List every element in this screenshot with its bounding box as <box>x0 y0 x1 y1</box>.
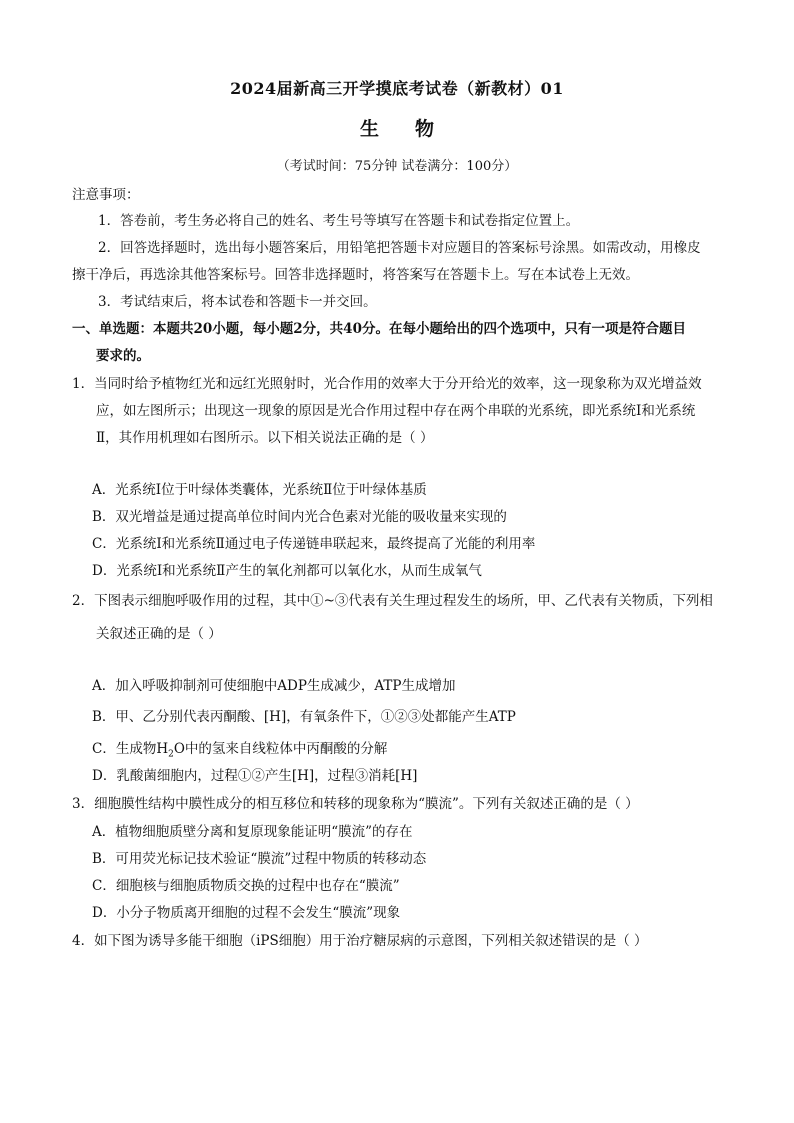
question-stem: 关叙述正确的是（ ） <box>96 626 222 642</box>
section-desc-cont: 要求的。 <box>96 348 150 364</box>
question-stem: 1．当同时给予植物红光和远红光照射时，光合作用的效率大于分开给光的效率，这一现象称为双光增益效 <box>72 376 702 392</box>
subscript: 2 <box>168 749 174 760</box>
option-b: B．双光增益是通过提高单位时间内光合色素对光能的吸收量来实现的 <box>92 509 507 525</box>
question-stem: 4．如下图为诱导多能干细胞（iPS细胞）用于治疗糖尿病的示意图，下列相关叙述错误的是（ ） <box>72 933 648 949</box>
section-desc: 本题共20小题，每小题2分，共40分。在每小题给出的四个选项中，只有一项是符合题目 <box>153 321 686 337</box>
subject-title: 生物 <box>359 118 470 140</box>
question-stem: 应，如左图所示；出现这一现象的原因是光合作用过程中存在两个串联的光系统，即光系统Ⅰ和光系统 <box>96 403 696 419</box>
option-d: D．光系统Ⅰ和光系统Ⅱ产生的氧化剂都可以氧化水，从而生成氧气 <box>92 563 482 579</box>
option-c: C．光系统Ⅰ和光系统Ⅱ通过电子传递链串联起来，最终提高了光能的利用率 <box>92 536 536 552</box>
section-label: 一、单选题： <box>72 321 153 337</box>
option-a: A．植物细胞质壁分离和复原现象能证明“膜流”的存在 <box>92 824 413 840</box>
option-c: C．细胞核与细胞质物质交换的过程中也存在“膜流” <box>92 878 400 894</box>
option-b: B．可用荧光标记技术验证“膜流”过程中物质的转移动态 <box>92 851 427 867</box>
option-b: B．甲、乙分别代表丙酮酸、[H]，有氧条件下，①②③处都能产生ATP <box>92 709 516 725</box>
notice-item: 3．考试结束后，将本试卷和答题卡一并交回。 <box>98 294 377 310</box>
question-stem: 2．下图表示细胞呼吸作用的过程，其中①~③代表有关生理过程发生的场所，甲、乙代表有关物质，下列相 <box>72 593 713 609</box>
notice-item: 擦干净后，再选涂其他答案标号。回答非选择题时，将答案写在答题卡上。写在本试卷上无效。 <box>72 267 639 283</box>
exam-title: 2024届新高三开学摸底考试卷（新教材）01 <box>230 79 564 98</box>
option-d: D．乳酸菌细胞内，过程①②产生[H]，过程③消耗[H] <box>92 768 418 784</box>
notice-heading: 注意事项： <box>72 187 140 203</box>
notice-item: 2．回答选择题时，选出每小题答案后，用铅笔把答题卡对应题目的答案标号涂黑。如需改动，用橡皮 <box>98 240 701 256</box>
option-c <box>92 737 387 760</box>
notice-item: 1．答卷前，考生务必将自己的姓名、考生号等填写在答题卡和试卷指定位置上。 <box>98 213 580 229</box>
option-a: A．光系统Ⅰ位于叶绿体类囊体，光系统Ⅱ位于叶绿体基质 <box>92 482 427 498</box>
option-c-text: C．生成物H <box>92 741 169 757</box>
question-stem: 3．细胞膜性结构中膜性成分的相互移位和转移的现象称为“膜流”。下列有关叙述正确的是（ ） <box>72 796 639 812</box>
question-stem: Ⅱ，其作用机理如右图所示。以下相关说法正确的是（ ） <box>96 430 434 446</box>
section-heading <box>72 317 686 337</box>
option-c-text: O中的氢来自线粒体中丙酮酸的分解 <box>173 741 388 757</box>
option-a: A．加入呼吸抑制剂可使细胞中ADP生成减少，ATP生成增加 <box>92 678 456 694</box>
exam-meta: （考试时间：75分钟 试卷满分：100分） <box>276 159 518 174</box>
option-d: D．小分子物质离开细胞的过程不会发生“膜流”现象 <box>92 905 401 921</box>
